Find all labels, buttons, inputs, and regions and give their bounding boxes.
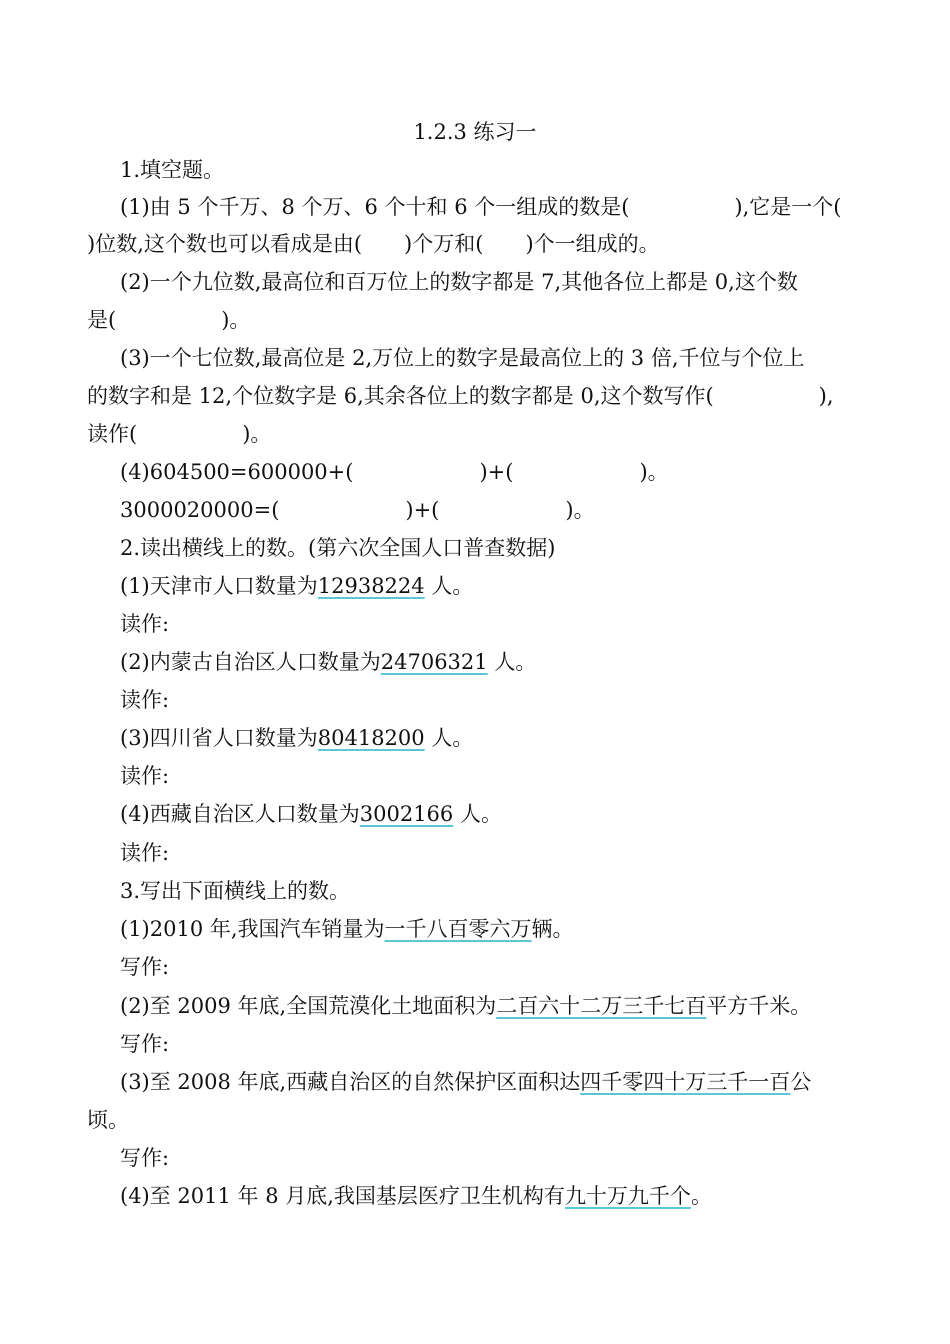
q2-3-answer-label: 读作: [120, 764, 170, 788]
q2-2-number: 24706321 [380, 650, 488, 674]
q2-2-text: (2)内蒙古自治区人口数量为 [120, 650, 381, 674]
q2-4-text: (4)西藏自治区人口数量为 [120, 802, 360, 826]
page-title: 1.2.3 练习一 [413, 120, 537, 144]
section-2-heading: 2.读出横线上的数。(第六次全国人口普查数据) [120, 536, 556, 560]
q3-4-text: (4)至 2011 年 8 月底,我国基层医疗卫生机构有 [120, 1184, 565, 1208]
q3-1-suffix: 辆。 [531, 917, 574, 941]
q3-1-text: (1)2010 年,我国汽车销量为 [120, 917, 385, 941]
q2-4 [120, 800, 502, 828]
q2-3-suffix: 人。 [424, 726, 474, 750]
q3-1-words: 一千八百零六万 [384, 917, 532, 941]
q2-3 [120, 724, 473, 752]
q3-3-answer-label: 写作: [120, 1146, 170, 1170]
q1-2-line-b: 是( )。 [87, 308, 251, 332]
q1-3-line-b: 的数字和是 12,个位数字是 6,其余各位上的数字都是 0,这个数写作( ), [87, 384, 834, 408]
q1-3-line-c: 读作( )。 [87, 422, 272, 446]
q3-3 [120, 1068, 811, 1096]
q2-2-suffix: 人。 [487, 650, 537, 674]
q3-2-words: 二百六十二万三千七百 [496, 994, 707, 1018]
q2-4-answer-label: 读作: [120, 841, 170, 865]
q1-1-line-b: )位数,这个数也可以看成是由( )个万和( )个一组成的。 [87, 232, 660, 256]
q2-4-number: 3002166 [359, 802, 454, 826]
q2-2-answer-label: 读作: [120, 688, 170, 712]
q1-4-line-b: 3000020000=( )+( )。 [120, 498, 595, 522]
q3-1 [120, 915, 574, 943]
q3-3-suffix: 公 [790, 1070, 812, 1094]
q3-3-text: (3)至 2008 年底,西藏自治区的自然保护区面积达 [120, 1070, 581, 1094]
section-1-heading: 1.填空题。 [120, 158, 225, 182]
q2-1-suffix: 人。 [424, 574, 474, 598]
q1-2-line-a: (2)一个九位数,最高位和百万位上的数字都是 7,其他各位上都是 0,这个数 [120, 270, 798, 294]
q3-3-words: 四千零四十万三千一百 [580, 1070, 791, 1094]
q3-3-line-b: 顷。 [87, 1108, 129, 1132]
q2-4-suffix: 人。 [453, 802, 502, 826]
q3-2-answer-label: 写作: [120, 1032, 170, 1056]
q2-1 [120, 572, 473, 600]
q2-2 [120, 648, 536, 676]
q2-1-text: (1)天津市人口数量为 [120, 574, 318, 598]
q3-4-words: 九十万九千个 [564, 1184, 691, 1208]
q2-3-text: (3)四川省人口数量为 [120, 726, 318, 750]
q1-1-line-a: (1)由 5 个千万、8 个万、6 个十和 6 个一组成的数是( ),它是一个( [120, 195, 842, 219]
q3-4 [120, 1182, 712, 1210]
q3-1-answer-label: 写作: [120, 955, 170, 979]
q2-1-answer-label: 读作: [120, 612, 170, 636]
q3-2-suffix: 平方千米。 [706, 994, 812, 1018]
q2-1-number: 12938224 [317, 574, 425, 598]
section-3-heading: 3.写出下面横线上的数。 [120, 879, 351, 903]
q3-2-text: (2)至 2009 年底,全国荒漠化土地面积为 [120, 994, 497, 1018]
q3-2 [120, 992, 811, 1020]
q2-3-number: 80418200 [317, 726, 425, 750]
q1-4-line-a: (4)604500=600000+( )+( )。 [120, 460, 669, 484]
q1-3-line-a: (3)一个七位数,最高位是 2,万位上的数字是最高位上的 3 倍,千位与个位上 [120, 346, 805, 370]
q3-4-suffix: 。 [690, 1184, 712, 1208]
